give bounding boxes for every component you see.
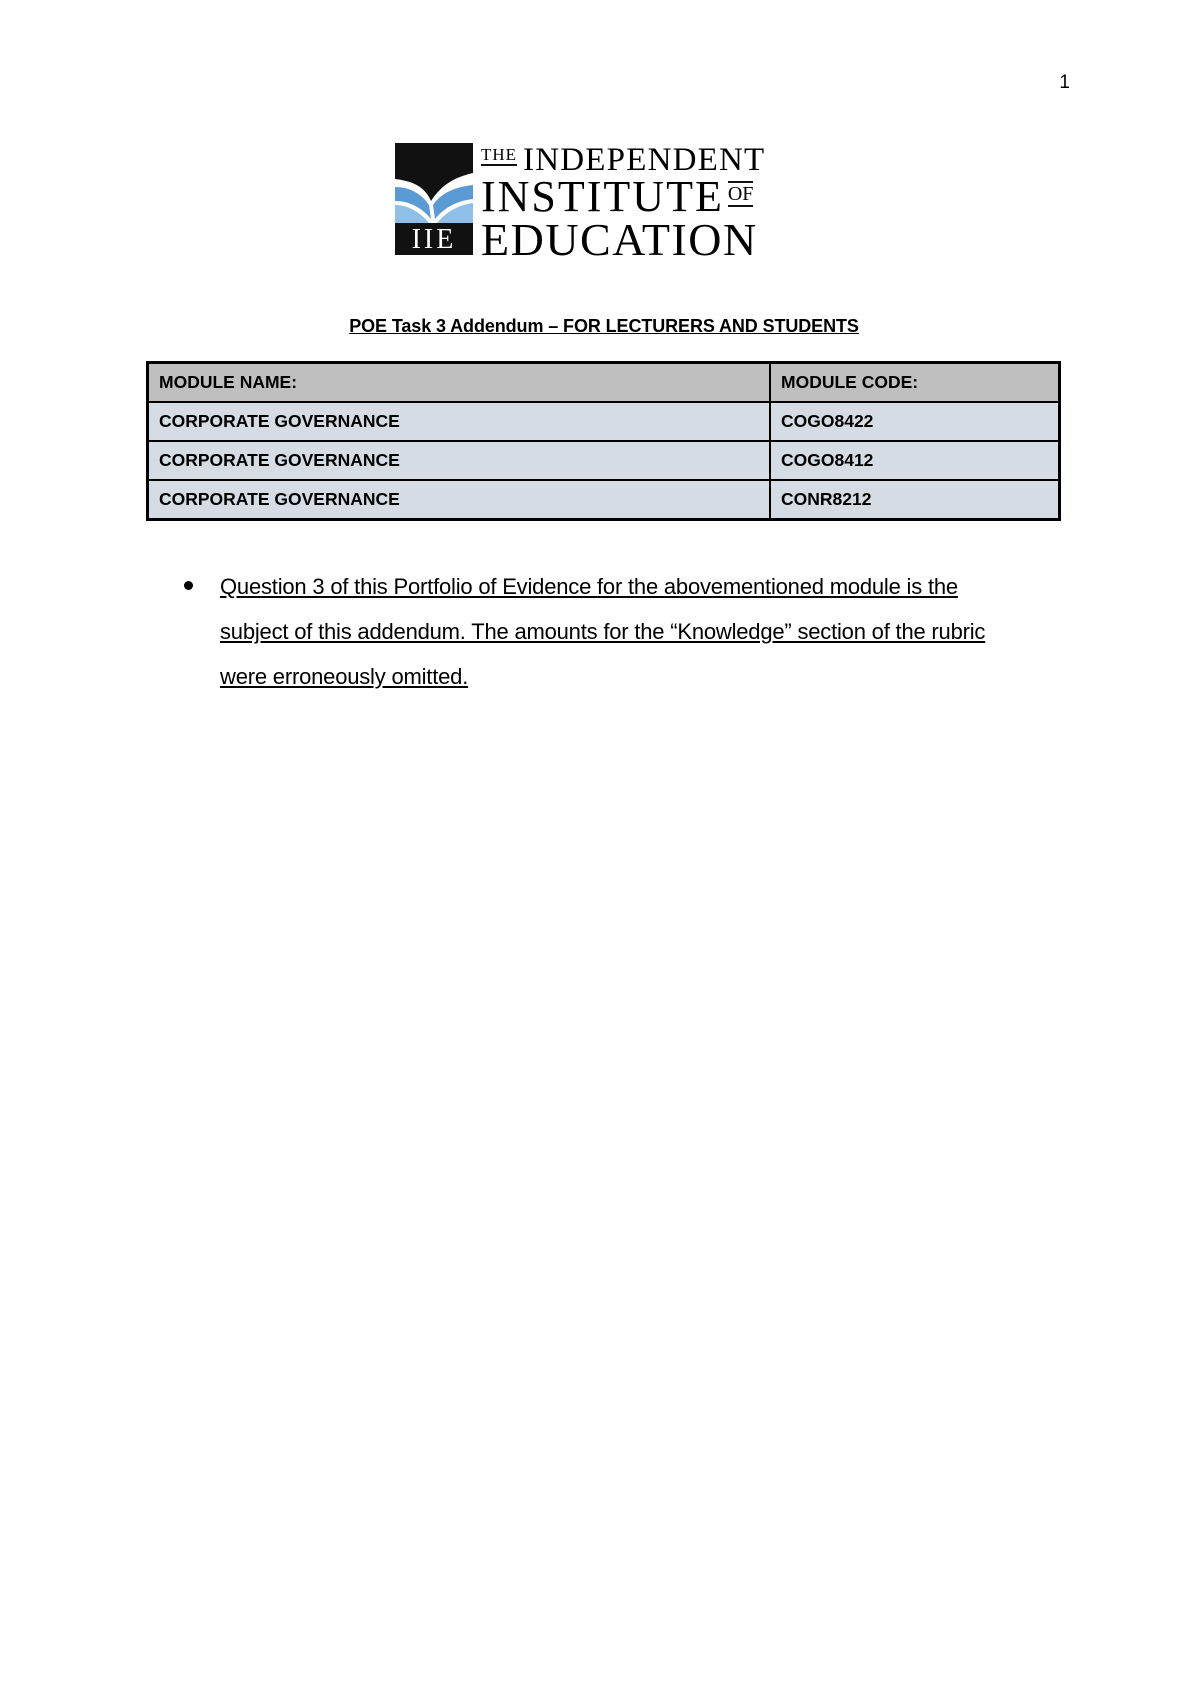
header-module-name: MODULE NAME:	[148, 363, 771, 403]
table-row	[148, 480, 1060, 520]
module-name-cell: CORPORATE GOVERNANCE	[148, 480, 771, 520]
module-code-cell: COGO8412	[770, 441, 1060, 480]
logo-word-independent: INDEPENDENT	[523, 142, 766, 178]
logo-wordmark	[481, 143, 811, 263]
module-name-cell: CORPORATE GOVERNANCE	[148, 441, 771, 480]
logo-mark-text: IIE	[411, 224, 457, 255]
document-title: POE Task 3 Addendum – FOR LECTURERS AND STUDENTS	[349, 316, 859, 336]
table-header-row	[148, 363, 1060, 403]
logo-emblem-icon	[395, 143, 473, 255]
logo-line-2	[481, 172, 754, 221]
module-table	[146, 361, 1061, 521]
table-row	[148, 441, 1060, 480]
header-module-code: MODULE CODE:	[770, 363, 1060, 403]
institute-logo	[395, 143, 815, 263]
bullet-icon	[184, 581, 193, 590]
logo-word-of: OF	[727, 183, 754, 205]
logo-word-education: EDUCATION	[481, 214, 758, 265]
logo-word-institute: INSTITUTE	[481, 172, 724, 221]
module-name-cell: CORPORATE GOVERNANCE	[148, 402, 771, 441]
module-code-cell: COGO8422	[770, 402, 1060, 441]
logo-line-3	[481, 214, 758, 265]
module-code-cell: CONR8212	[770, 480, 1060, 520]
addendum-bullet-text: Question 3 of this Portfolio of Evidence for the abovementioned module is the subject of this addendum. The amounts for the “Knowledge” section of the rubric were erroneously omitted.	[220, 574, 986, 689]
logo-word-the: THE	[481, 145, 518, 164]
page-number: 1	[1059, 72, 1070, 93]
table-row	[148, 402, 1060, 441]
